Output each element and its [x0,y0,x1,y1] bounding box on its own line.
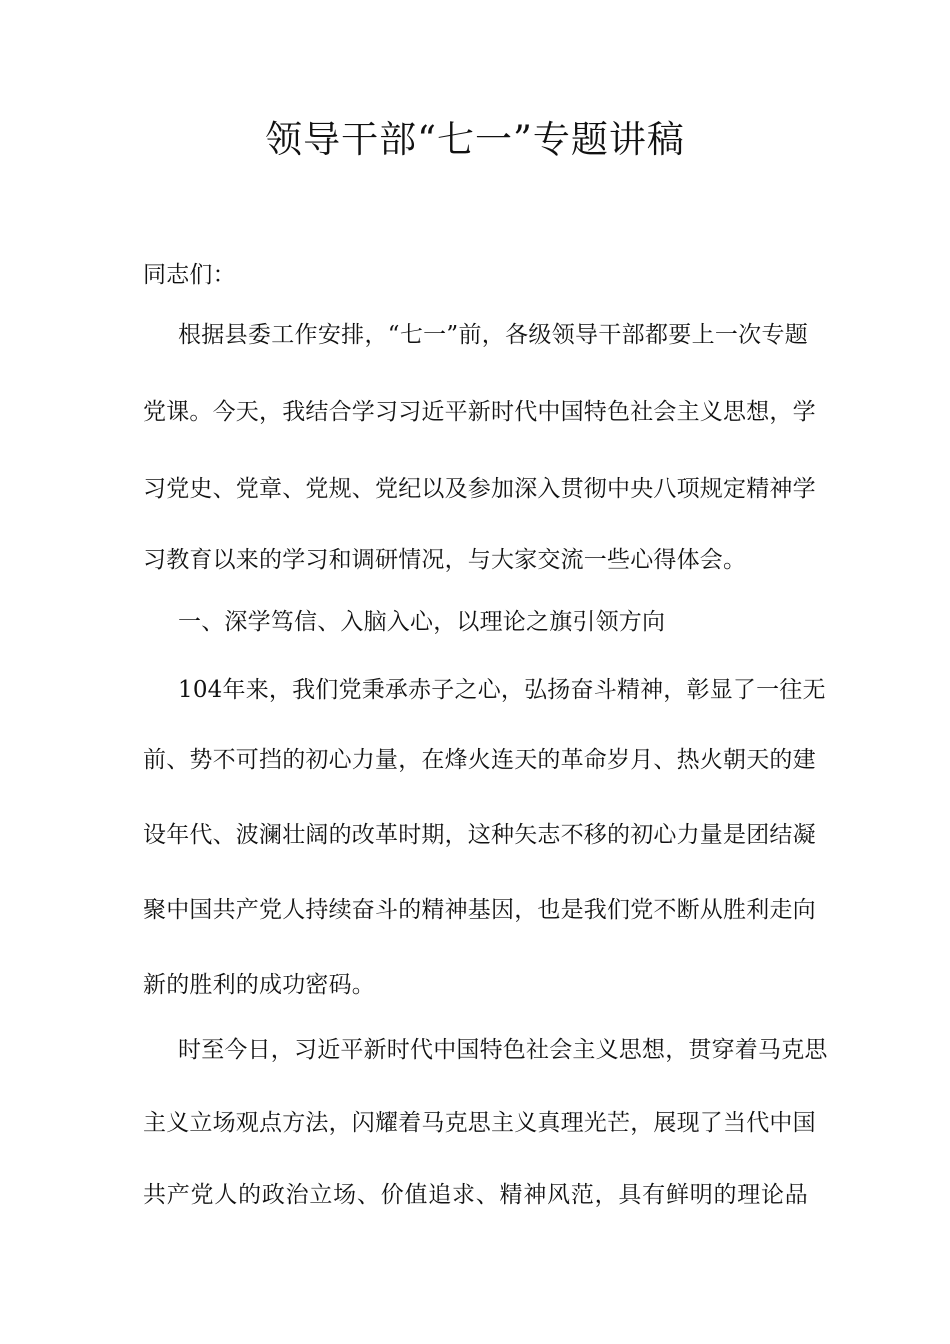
paragraph-line: 聚中国共产党人持续奋斗的精神基因，也是我们党不断从胜利走向 [143,897,816,923]
paragraph-line: 104年来，我们党秉承赤子之心，弘扬奋斗精神，彰显了一往无 [178,677,826,703]
section-heading: 一、深学笃信、入脑入心，以理论之旗引领方向 [178,609,666,635]
document-title: 领导干部“七一”专题讲稿 [265,118,685,161]
paragraph-line: 前、势不可挡的初心力量，在烽火连天的革命岁月、热火朝天的建 [143,747,816,773]
paragraph-line: 共产党人的政治立场、价值追求、精神风范，具有鲜明的理论品 [143,1182,808,1208]
paragraph-line: 习教育以来的学习和调研情况，与大家交流一些心得体会。 [143,547,747,573]
paragraph-line: 新的胜利的成功密码。 [143,972,375,998]
paragraph-line: 根据县委工作安排，“七一”前，各级领导干部都要上一次专题 [178,322,808,348]
paragraph-line: 时至今日，习近平新时代中国特色社会主义思想，贯穿着马克思 [178,1037,828,1063]
paragraph-line: 主义立场观点方法，闪耀着马克思主义真理光芒，展现了当代中国 [143,1110,816,1136]
paragraph-line: 习党史、党章、党规、党纪以及参加深入贯彻中央八项规定精神学 [143,476,816,502]
paragraph-line: 设年代、波澜壮阔的改革时期，这种矢志不移的初心力量是团结凝 [143,822,816,848]
paragraph-line: 党课。今天，我结合学习习近平新时代中国特色社会主义思想，学 [143,399,816,425]
salutation: 同志们： [143,262,236,288]
